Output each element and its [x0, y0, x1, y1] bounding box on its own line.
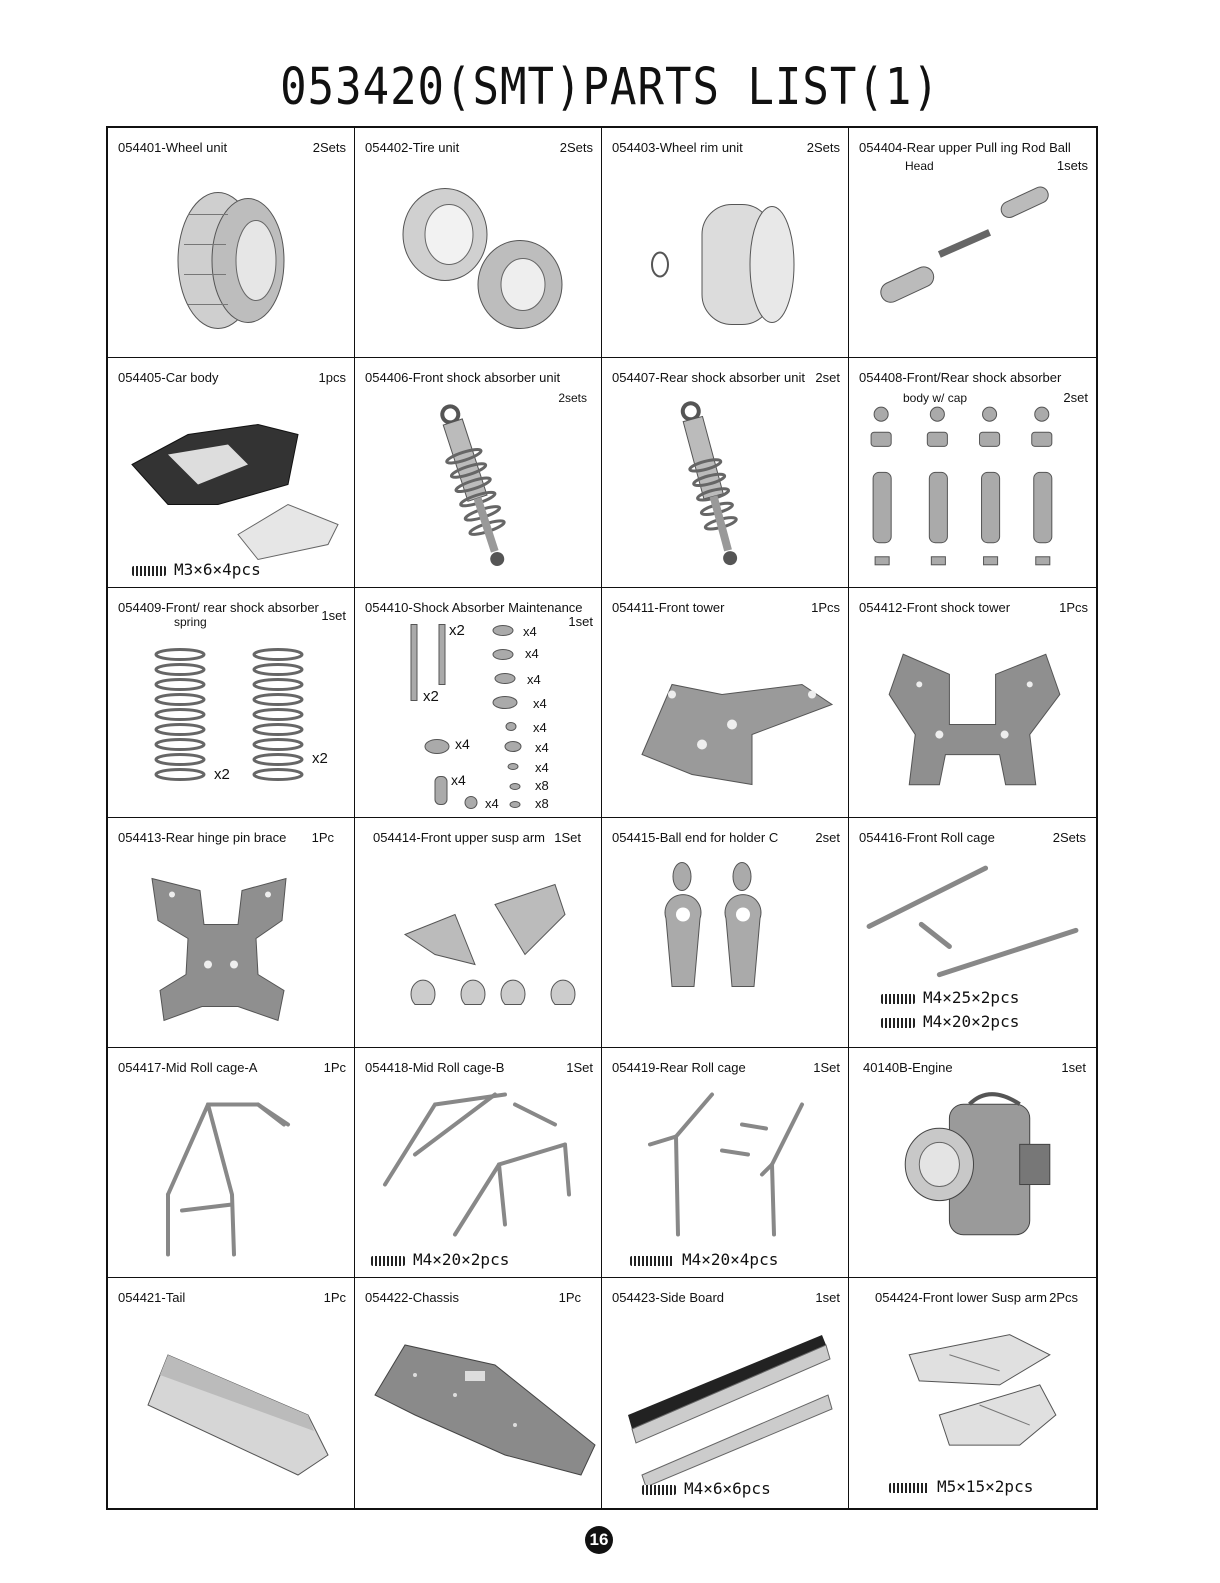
shock-tower-icon	[849, 624, 1096, 817]
part-qty: 1set	[568, 614, 593, 629]
spring-icon	[108, 624, 354, 817]
part-qty: 1Pcs	[1059, 600, 1088, 615]
car-body-icon	[108, 394, 354, 587]
quantity-mark: x4	[485, 796, 499, 811]
parts-grid	[106, 126, 1098, 1510]
screw-icon	[642, 1485, 676, 1495]
chassis-icon	[355, 1314, 601, 1508]
shock-body-icon	[849, 394, 1096, 587]
screw-icon	[371, 1256, 405, 1266]
part-cell	[355, 1278, 602, 1508]
part-subtitle: body w/ cap	[903, 391, 968, 405]
part-qty: 1Set	[554, 830, 581, 845]
part-qty: 2set	[1063, 390, 1088, 405]
quantity-mark: x4	[525, 646, 539, 661]
part-code: 054424-Front lower Susp arm	[875, 1290, 1047, 1305]
part-cell	[355, 128, 602, 358]
part-qty: 2Sets	[806, 140, 840, 155]
part-code: 054423-Side Board	[612, 1290, 725, 1305]
part-qty: 1Pc	[323, 1290, 346, 1305]
part-cell	[108, 128, 355, 358]
part-subtitle: spring	[174, 615, 207, 629]
part-cell	[602, 1048, 849, 1278]
part-cell	[108, 588, 355, 818]
part-subtitle: Head	[905, 159, 934, 173]
quantity-mark: x4	[527, 672, 541, 687]
screw-spec: M4×25×2pcs	[881, 988, 1019, 1007]
part-code: 054421-Tail	[118, 1290, 186, 1305]
part-cell	[849, 358, 1096, 588]
part-qty: 1sets	[1056, 158, 1088, 173]
part-cell	[602, 588, 849, 818]
part-qty: 2set	[815, 830, 840, 845]
part-qty: 2set	[815, 370, 840, 385]
hinge-pin-brace-icon	[108, 854, 354, 1047]
screw-icon	[881, 994, 915, 1004]
roll-cage-icon	[108, 1084, 354, 1277]
quantity-mark: x4	[533, 696, 547, 711]
quantity-mark: x2	[312, 750, 328, 767]
part-cell	[849, 1048, 1096, 1278]
screw-spec: M4×20×2pcs	[881, 1012, 1019, 1031]
part-cell	[108, 1278, 355, 1508]
part-qty: 2Pcs	[1049, 1290, 1078, 1305]
roll-cage-icon	[602, 1084, 848, 1277]
quantity-mark: x8	[535, 778, 549, 793]
quantity-mark: x8	[535, 796, 549, 811]
part-code: 054402-Tire unit	[365, 140, 460, 155]
part-code: 054416-Front Roll cage	[859, 830, 995, 845]
quantity-mark: x4	[533, 720, 547, 735]
screw-spec: M3×6×4pcs	[132, 560, 261, 579]
quantity-mark: x2	[449, 622, 465, 639]
screw-spec: M5×15×2pcs	[889, 1477, 1033, 1496]
screw-icon	[889, 1483, 929, 1493]
quantity-mark: x4	[535, 760, 549, 775]
part-subtitle: 2sets	[558, 391, 587, 405]
wing-icon	[108, 1314, 354, 1508]
part-qty: 1Pcs	[811, 600, 840, 615]
part-cell	[849, 128, 1096, 358]
part-cell	[108, 818, 355, 1048]
part-qty: 1Pc	[558, 1290, 581, 1305]
part-code: 054408-Front/Rear shock absorber	[859, 370, 1062, 385]
suspension-arm-icon	[355, 854, 601, 1047]
part-code: 054403-Wheel rim unit	[612, 140, 743, 155]
rod-icon	[849, 164, 1096, 357]
screw-spec: M4×20×2pcs	[371, 1250, 509, 1269]
part-qty: 1set	[815, 1290, 840, 1305]
part-code: 054401-Wheel unit	[118, 140, 228, 155]
part-code: 054406-Front shock absorber unit	[365, 370, 561, 385]
part-code: 054404-Rear upper Pull ing Rod Ball	[859, 140, 1071, 155]
quantity-mark: x4	[523, 624, 537, 639]
quantity-mark: x4	[455, 736, 470, 752]
engine-icon	[849, 1084, 1096, 1277]
part-code: 054419-Rear Roll cage	[612, 1060, 746, 1075]
part-qty: 2Sets	[1052, 830, 1086, 845]
part-code: 054409-Front/ rear shock absorber	[118, 600, 319, 615]
ball-end-icon	[602, 854, 848, 1047]
part-cell	[602, 128, 849, 358]
part-code: 054417-Mid Roll cage-A	[118, 1060, 258, 1075]
page-title: 053420(SMT)PARTS LIST(1)	[280, 58, 940, 117]
part-cell	[355, 818, 602, 1048]
part-cell	[355, 358, 602, 588]
screw-icon	[132, 566, 166, 576]
front-tower-icon	[602, 624, 848, 817]
part-qty: 2Sets	[559, 140, 593, 155]
part-qty: 1pcs	[318, 370, 346, 385]
tire-icon	[355, 164, 601, 357]
part-cell	[108, 1048, 355, 1278]
roll-cage-icon	[355, 1084, 601, 1277]
part-cell	[849, 818, 1096, 1048]
part-code: 054405-Car body	[118, 370, 219, 385]
part-code: 054410-Shock Absorber Maintenance	[365, 600, 583, 615]
part-code: 40140B-Engine	[863, 1060, 953, 1075]
quantity-mark: x2	[214, 766, 230, 783]
screw-spec: M4×20×4pcs	[630, 1250, 778, 1269]
wheel-icon	[108, 164, 354, 357]
part-cell	[108, 358, 355, 588]
part-cell	[602, 1278, 849, 1508]
part-code: 054414-Front upper susp arm	[373, 830, 545, 845]
screw-icon	[881, 1018, 915, 1028]
part-code: 054413-Rear hinge pin brace	[118, 830, 287, 845]
shock-absorber-icon	[355, 394, 601, 587]
part-cell	[849, 1278, 1096, 1508]
rim-icon	[602, 164, 848, 357]
screw-spec: M4×6×6pcs	[642, 1479, 771, 1498]
maintenance-parts-icon	[355, 624, 601, 817]
part-code: 054407-Rear shock absorber unit	[612, 370, 805, 385]
part-code: 054412-Front shock tower	[859, 600, 1011, 615]
quantity-mark: x4	[451, 772, 466, 788]
quantity-mark: x4	[535, 740, 549, 755]
part-code: 054418-Mid Roll cage-B	[365, 1060, 505, 1075]
part-qty: 1Set	[813, 1060, 840, 1075]
part-code: 054422-Chassis	[365, 1290, 459, 1305]
part-qty: 1Set	[566, 1060, 593, 1075]
part-code: 054415-Ball end for holder C	[612, 830, 779, 845]
part-qty: 2Sets	[312, 140, 346, 155]
part-cell	[849, 588, 1096, 818]
screw-icon	[630, 1256, 674, 1266]
part-qty: 1Pc	[323, 1060, 346, 1075]
shock-absorber-icon	[602, 394, 848, 587]
part-cell	[355, 588, 602, 818]
page-number: 16	[585, 1526, 613, 1554]
part-qty: 1Pc	[311, 830, 334, 845]
part-cell	[602, 818, 849, 1048]
part-qty: 1set	[1061, 1060, 1086, 1075]
part-cell	[355, 1048, 602, 1278]
quantity-mark: x2	[423, 688, 439, 705]
part-code: 054411-Front tower	[612, 600, 725, 615]
part-qty: 1set	[321, 608, 346, 623]
part-cell	[602, 358, 849, 588]
